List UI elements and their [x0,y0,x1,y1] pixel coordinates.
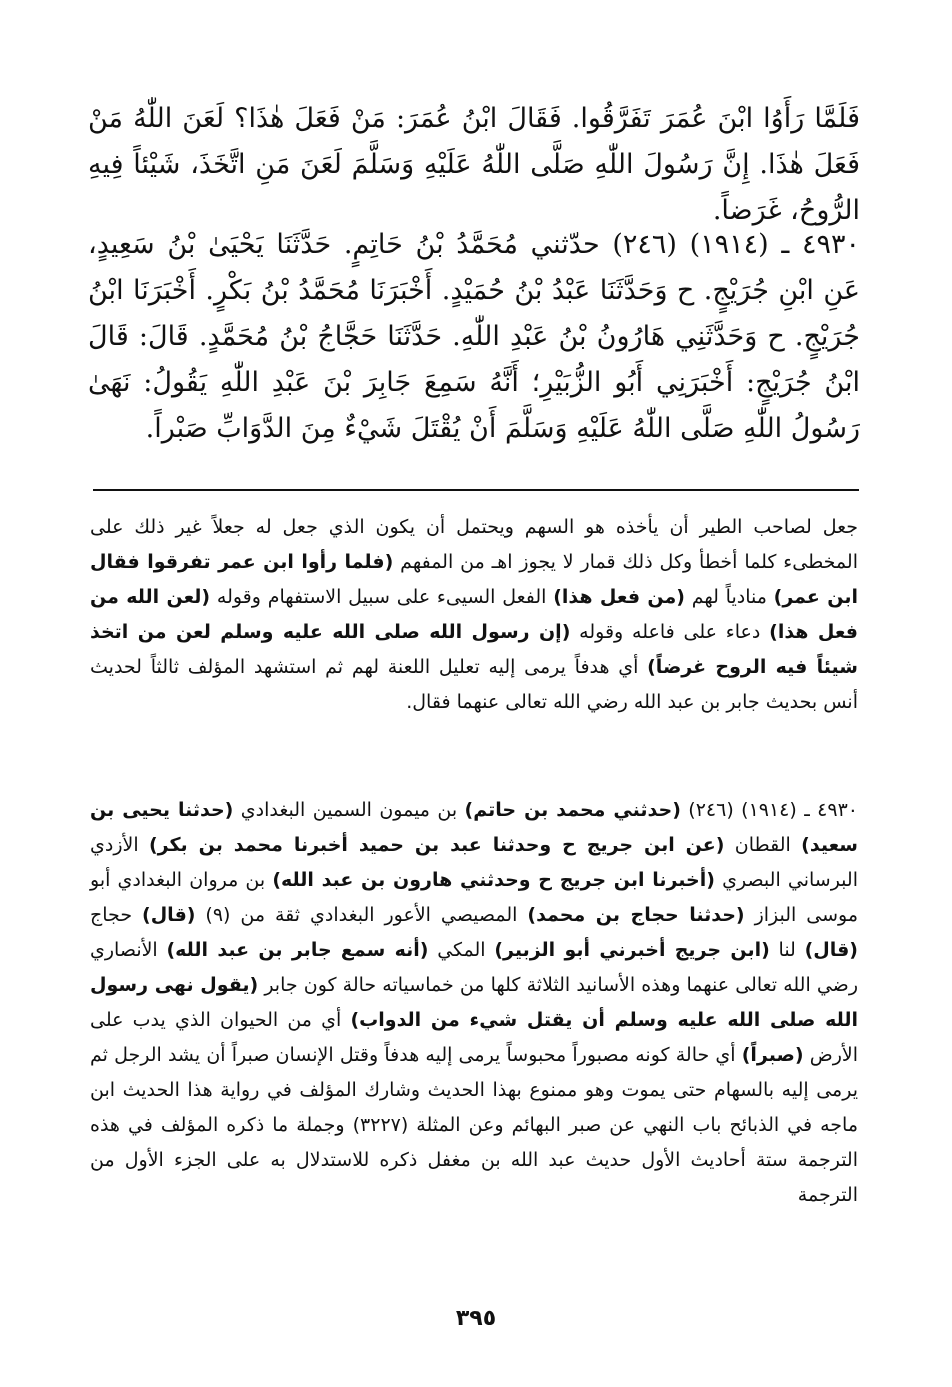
commentary-quote: (ابن جريج أخبرني أبو الزبير) [494,939,770,961]
hadith-text-previous [88,96,860,234]
commentary-quote: (لعن الله من فعل هذا) [90,586,858,643]
commentary-quote: (من فعل هذا) [553,586,685,608]
commentary-text: القطان [724,834,802,856]
hadith-4930-text: ٤٩٣٠ ـ (١٩١٤) (٢٤٦) حدّثني مُحَمَّدُ بْنُ حَاتِمٍ. حَدَّثَنَا يَحْيَىٰ بْنُ سَعِيدٍ، عَنِ ابْنِ جُرَيْجٍ. ح وَحَدَّثَنَا عَبْدُ بْنُ حُمَيْدٍ. أَخْبَرَنَا مُحَمَّدُ بْنُ بَكْرٍ. أَخْبَرَنَا ابْنُ جُرَيْجٍ. ح وَحَدَّثَنِي هَارُونُ بْنُ عَبْدِ اللّٰهِ. حَدَّثَنَا حَجَّاجُ بْنُ مُحَمَّدٍ. قَالَ: قَالَ ابْنُ جُرَيْجٍ: أَخْبَرَنِي أَبُو الزُّبَيْرِ؛ أَنَّهُ سَمِعَ جَابِرَ بْنَ عَبْدِ اللّٰهِ يَقُولُ: نَهَىٰ رَسُولُ اللّٰهِ صَلَّى اللّٰهُ عَلَيْهِ وَسَلَّمَ أَنْ يُقْتَلَ شَيْءٌ مِنَ الدَّوَابِّ صَبْراً. [88,229,861,444]
commentary-text: ٤٩٣٠ ـ (١٩١٤) (٢٤٦) [680,799,858,821]
commentary-text: الأزدي البرساني البصري [90,834,858,891]
commentary-quote: (حدثنا حجاج بن محمد) [527,904,745,926]
commentary-text: الفعل السيىء على سبيل الاستفهام وقوله [210,586,554,608]
commentary-text: بن مروان البغدادي أبو موسى البزاز [90,869,858,926]
commentary-quote: (عن ابن جريج ح وحدثنا عبد بن حميد أخبرنا محمد بن بكر) [148,834,725,856]
commentary-text: الأنصاري رضي الله تعالى عنهما وهذه الأسانيد الثلاثة كلها من خماسياته حالة كون جابر [90,939,858,996]
footnote-divider [93,489,859,491]
commentary-text: جعل لصاحب الطير أن يأخذه هو السهم ويحتمل أن يكون الذي جعل له جعلاً غير ذلك على المخطىء كلما أخطأ وكل ذلك قمار لا يجوز اهـ من المفهم [90,516,858,573]
commentary-text: دعاء على فاعله وقوله [570,621,770,643]
commentary-quote: (يقول نهى رسول الله صلى الله عليه وسلم أن يقتل شيء من الدواب) [90,974,859,1031]
commentary-text: أي حالة كونه مصبوراً محبوساً يرمى إليه هدفاً وقتل الإنسان صبراً أن يشد الرجل ثم يرمى إليه بالسهام حتى يموت وهو ممنوع بهذا الحديث وشارك المؤلف في رواية هذا الحديث ابن ماجه في الذبائح باب النهي عن صبر البهائم وعن المثلة (٣٢٢٧) وجملة ما ذكره المؤلف في هذه الترجمة ستة أحاديث الأول حديث عبد الله بن مغفل ذكره للاستدلال به على الجزء الأول من الترجمة [90,1044,858,1206]
commentary-quote: (صبراً) [741,1044,804,1066]
commentary-quote: (أخبرنا ابن جريج ح وحدثني هارون بن عبد الله) [272,869,715,891]
hadith-prev-text: فَلَمَّا رَأَوُا ابْنَ عُمَرَ تَفَرَّقُوا. فَقَالَ ابْنُ عُمَرَ: مَنْ فَعَلَ هٰذَا؟ لَعَنَ اللّٰهُ مَنْ فَعَلَ هٰذَا. إِنَّ رَسُولَ اللّٰهِ صَلَّى اللّٰهُ عَلَيْهِ وَسَلَّمَ لَعَنَ مَنِ اتَّخَذَ، شَيْئاً فِيهِ الرُّوحُ، غَرَضاً. [88,103,860,226]
commentary-quote: (حدثنا يحيى بن سعيد) [90,799,858,856]
commentary-quote: (قال) [142,904,196,926]
commentary-text: أي من الحيوان الذي يدب على الأرض [90,1009,858,1066]
commentary-quote: (حدثني محمد بن حاتم) [464,799,681,821]
commentary-quote: (إن رسول الله صلى الله عليه وسلم لعن من اتخذ شيئاً فيه الروح غرضاً) [90,621,858,678]
commentary-quote: (قال) [804,939,858,961]
commentary-text: المصيصي الأعور البغدادي ثقة من (٩) [195,904,528,926]
commentary-quote: (أنه سمع جابر بن عبد الله) [166,939,429,961]
commentary-text: حجاج [90,904,143,926]
page-number: ٣٩٥ [455,1306,497,1331]
hadith-text-4930 [88,222,860,452]
commentary-text: بن ميمون السمين البغدادي [233,799,465,821]
commentary-text: المكي [428,939,495,961]
commentary-text: لنا [769,939,805,961]
commentary-quote: (فلما رأوا ابن عمر تفرقوا فقال ابن عمر) [90,551,858,608]
commentary-paragraph-2 [90,793,858,1213]
commentary-text: منادياً لهم [684,586,774,608]
commentary-text: أي هدفاً يرمى إليه تعليل اللعنة لهم ثم استشهد المؤلف ثالثاً لحديث أنس بحديث جابر بن عبد الله رضي الله تعالى عنهما فقال. [90,656,858,713]
commentary-paragraph-1 [90,510,858,720]
